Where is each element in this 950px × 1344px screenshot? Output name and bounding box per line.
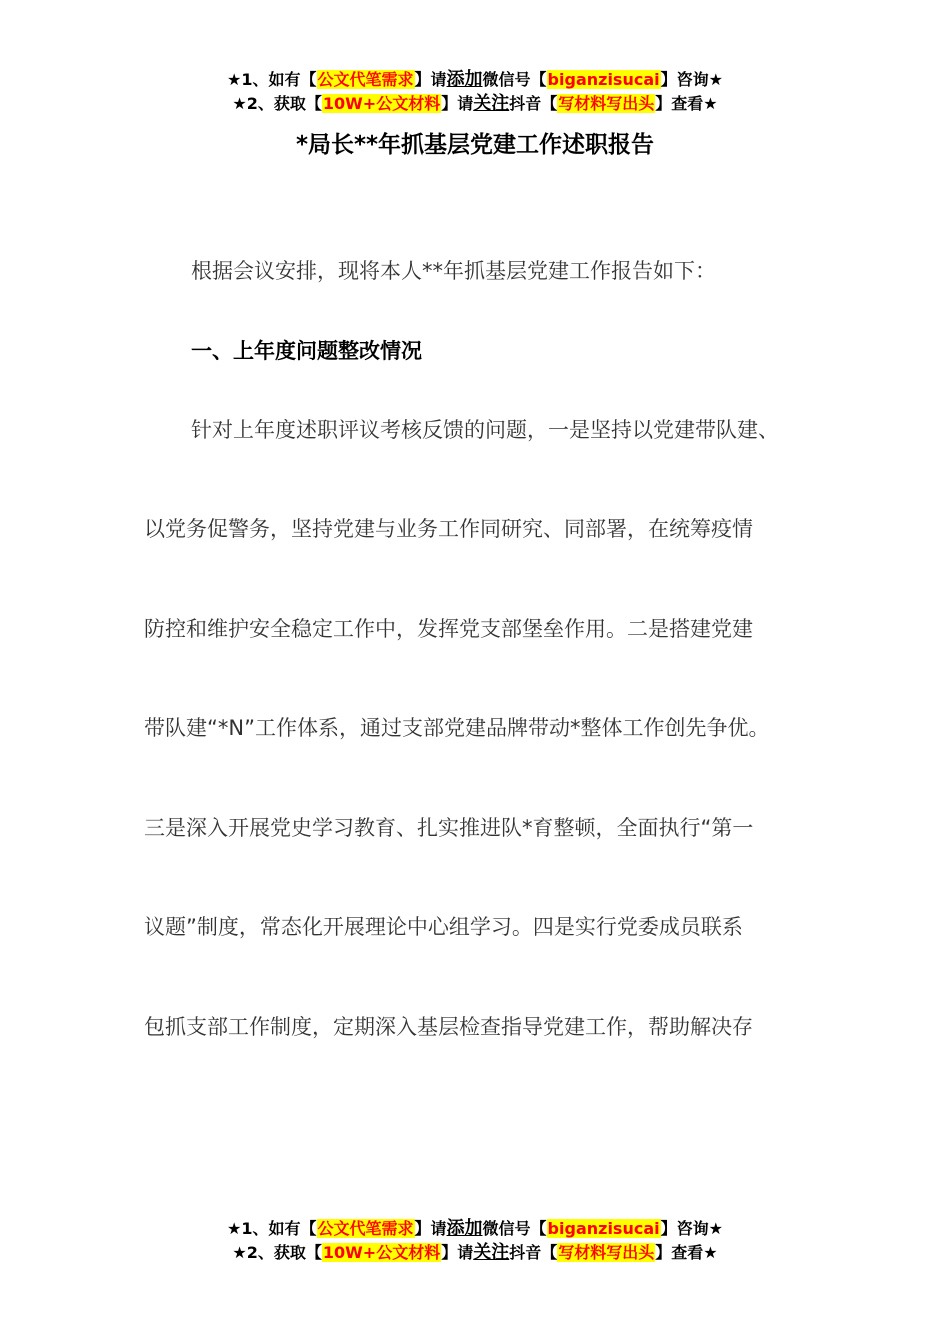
banner-wechat-id: biganzisucai bbox=[547, 1219, 660, 1238]
banner-line-2 bbox=[0, 92, 950, 116]
body-line: 针对上年度述职评议考核反馈的问题，一是坚持以党建带队建、 bbox=[191, 418, 779, 442]
banner-line-1 bbox=[0, 68, 950, 92]
banner-wechat-id: biganzisucai bbox=[547, 70, 660, 89]
body-line: 议题”制度，常态化开展理论中心组学习。四是实行党委成员联系 bbox=[144, 915, 743, 939]
banner-text: 】请 bbox=[441, 1243, 474, 1262]
body-line: 包抓支部工作制度，定期深入基层检查指导党建工作，帮助解决存 bbox=[144, 1015, 753, 1039]
banner-text: 】咨询★ bbox=[660, 70, 723, 89]
banner-douyin-id: 写材料写出头 bbox=[558, 1243, 655, 1262]
body-line: 三是深入开展党史学习教育、扎实推进队*育整顿，全面执行“第一 bbox=[144, 816, 754, 840]
banner-text: ★2、获取【 bbox=[232, 94, 322, 113]
banner-highlight: 公文代笔需求 bbox=[317, 1219, 414, 1238]
body-line: 防控和维护安全稳定工作中，发挥党支部堡垒作用。二是搭建党建 bbox=[144, 617, 753, 641]
body-line: 以党务促警务，坚持党建与业务工作同研究、同部署，在统筹疫情 bbox=[144, 517, 753, 541]
section-heading: 一、上年度问题整改情况 bbox=[191, 339, 422, 363]
banner-text: 】查看★ bbox=[655, 1243, 718, 1262]
banner-text: 抖音【 bbox=[509, 94, 558, 113]
body-line: 带队建“*N”工作体系，通过支部党建品牌带动*整体工作创先争优。 bbox=[144, 716, 770, 740]
banner-text: 抖音【 bbox=[509, 1243, 558, 1262]
header-banner bbox=[0, 68, 950, 116]
banner-text: 】请 bbox=[414, 70, 447, 89]
banner-text: 微信号【 bbox=[482, 1219, 547, 1238]
banner-text: ★2、获取【 bbox=[232, 1243, 322, 1262]
banner-text: 】请 bbox=[414, 1219, 447, 1238]
banner-line-2 bbox=[0, 1241, 950, 1265]
banner-emphasis: 添加 bbox=[446, 69, 483, 90]
banner-text: 】咨询★ bbox=[660, 1219, 723, 1238]
banner-text: ★1、如有【 bbox=[227, 1219, 317, 1238]
banner-text: ★1、如有【 bbox=[227, 70, 317, 89]
intro-paragraph: 根据会议安排，现将本人**年抓基层党建工作报告如下： bbox=[191, 259, 716, 283]
banner-highlight: 公文代笔需求 bbox=[317, 70, 414, 89]
banner-emphasis: 关注 bbox=[473, 93, 510, 114]
banner-text: 微信号【 bbox=[482, 70, 547, 89]
banner-emphasis: 添加 bbox=[446, 1218, 483, 1239]
banner-emphasis: 关注 bbox=[473, 1242, 510, 1263]
banner-line-1 bbox=[0, 1217, 950, 1241]
banner-douyin-id: 写材料写出头 bbox=[558, 94, 655, 113]
banner-highlight: 10W+公文材料 bbox=[322, 1243, 441, 1262]
banner-highlight: 10W+公文材料 bbox=[322, 94, 441, 113]
banner-text: 】查看★ bbox=[655, 94, 718, 113]
banner-text: 】请 bbox=[441, 94, 474, 113]
footer-banner bbox=[0, 1217, 950, 1265]
document-title: *局长**年抓基层党建工作述职报告 bbox=[295, 132, 655, 158]
